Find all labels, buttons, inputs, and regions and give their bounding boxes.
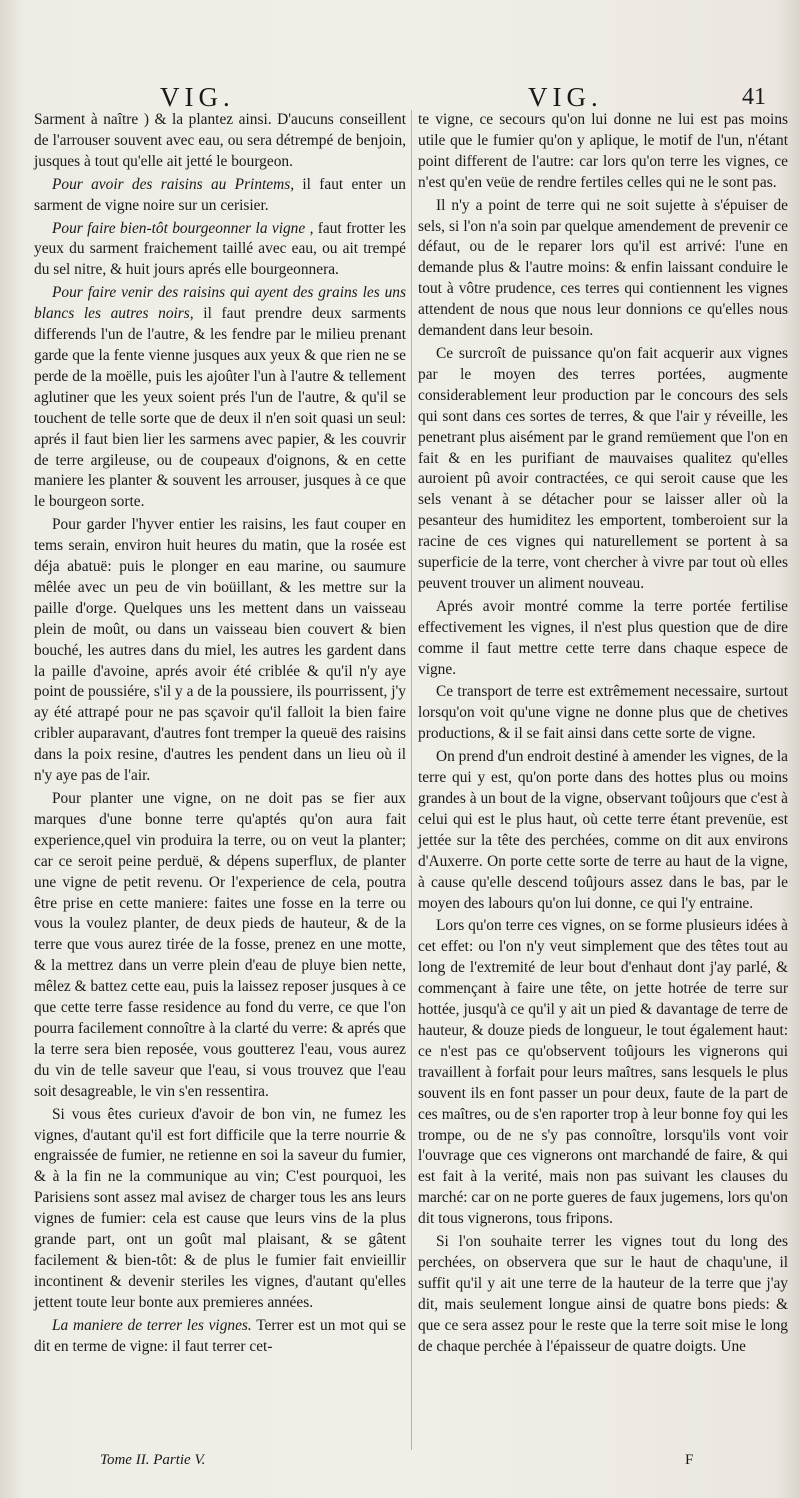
paragraph [418, 747, 788, 914]
running-head-right: VIG. [528, 82, 603, 112]
paragraph-text: Sarment à naître ) & la plantez ainsi. D'aucuns conseillent de l'arrouser souvent avec eau, ou sera détrempé de benjoin, jusques à tout qu'elle ait jetté le bourgeon. [34, 111, 406, 170]
paragraph-text: il faut enter un sarment de vigne noire sur un cerisier. [34, 175, 406, 214]
paragraph [34, 110, 406, 173]
paragraph-text: faut frotter les yeux du sarment fraichement taillé avec eau, ou ait trempé du sel nitre, & huit jours aprés elle bourgeonnera. [34, 219, 406, 279]
paragraph-text: Lors qu'on terre ces vignes, on se forme plusieurs idées à cet effet: ou l'on n'y veut simplement que des têtes tout au long de l'extremité de leur bout d'enhaut dont j'ay parlé, & commençant à faire une tête, on jette hotrée de terre sur hottée, jusqu'à ce qu'il y ait un pied & davantage de terre de hauteur, & douze pieds de longueur, le tout également haut: ce n'est pas ce qu'observent toûjours les vignerons qui travaillent à forfait pour leurs maîtres, sans lesquels le plus souvent ils en font passer un pour deux, faute de la part de ces maîtres, ou de s'en raporter trop à leur bonne foy qui les trompe, ou de ne s'y pas connoître, lorsqu'ils vont voir l'ouvrage que ces vignerons ont marchandé de faire, & qui est fait à la verité, mais non pas suivant les clauses du marché: car on ne porte gueres de faux jugemens, lors qu'on dit tous vignerons, tous fripons. [418, 917, 788, 1228]
paragraph [34, 789, 406, 1103]
paragraph-lead-italic: La maniere de terrer les vignes. [52, 1316, 252, 1334]
paragraph-text: On prend d'un endroit destiné à amender les vignes, de la terre qui y est, qu'on porte dans des hottes plus ou moins grandes à un bout de la vigne, observant toûjours que c'est à celui qui est le plus haut, où cette terre étant prevenüe, est jettée sur la tête des perchées, comme on dit aux environs d'Auxerre. On porte cette sorte de terre au haut de la vigne, à cause qu'elle descend toûjours assez dans le bas, par le moyen des labours qu'on lui donne, ce qui l'y entraine. [418, 748, 788, 912]
paragraph-text: Aprés avoir montré comme la terre portée fertilise effectivement les vignes, il n'est plus question que de dire comme il faut mettre cette terre dans chaque espece de vigne. [418, 597, 788, 678]
paragraph [418, 916, 788, 1230]
paragraph-text: Si l'on souhaite terrer les vignes tout du long des perchées, on observera que sur le haut de chaqu'une, il suffit qu'il y ait une terre de la hauteur de la terre que j'ay dit, mais seulement longue ainsi de quatre bons pieds: & que ce sera assez pour le reste que la terre soit mise le long de chaque perchée à l'épaisseur de quatre doigts. Une [418, 1233, 788, 1355]
paragraph-lead-italic: Pour faire venir des raisins qui ayent des grains les uns blancs les autres noirs, [34, 284, 406, 323]
paragraph [418, 196, 788, 342]
right-column [418, 110, 788, 1357]
paragraph [34, 219, 406, 282]
paragraph [34, 1105, 406, 1314]
paragraph-lead-italic: Pour faire bien-tôt bourgeonner la vigne , [52, 219, 314, 237]
paragraph-text: Pour garder l'hyver entier les raisins, les faut couper en tems serain, environ huit heures du matin, que la rosée est déja abatuë: puis le plonger en eau marine, ou saumure mêlée avec un peu de vin boüillant, & les mettre sur la paille d'orge. Quelques uns les mettent dans un vaisseau plein de moût, ou dans un vaisseau bien couvert & bien bouché, les autres dans du miel, les autres les gardent dans la paille d'avoine, aprés avoir été criblée & qu'il n'y aye point de poussiére, s'il y a de la poussiere, ils pourrissent, j'y ay été attrapé pour ne pas sçavoir qu'il falloit la bien faire cribler auparavant, d'autres font tremper la queuë des raisins dans la poix resine, d'autres les pendent dans un lieu où il n'y aye pas de l'air. [34, 516, 406, 785]
column-divider [411, 110, 412, 1450]
paragraph-text: Si vous êtes curieux d'avoir de bon vin, ne fumez les vignes, d'autant qu'il est fort difficile que la terre nourrie & engraissée de fumier, ne retienne en soi la saveur du fumier, & à la fin ne la communique au vin; C'est pourquoi, les Parisiens sont assez mal avisez de charger tous les ans leurs vignes de fumier: cela est cause que leurs vins de la plus grande part, ont un goût mal plaisant, & se gâtent facilement & bien-tôt: & de plus le fumier fait envieillir incontinent & devenir steriles les vignes, d'autant qu'elles jettent toute leur bonte aux premieres années. [34, 1105, 406, 1311]
paragraph-text: il faut prendre deux sarments differends l'un de l'autre, & les fendre par le milieu prenant garde que la fente vienne jusques aux yeux & que rien ne se perde de la moëlle, puis les ajoûter l'un à l'autre & tellement aglutiner que les yeux soient prés l'un de l'autre, & qu'il se touchent de telle sorte que de deux il n'en soit quasi un seul: aprés il faut bien lier les sarmens avec papier, & les couvrir de terre argileuse, ou de coupeaux d'oignons, & en cette maniere les planter & souvent les arrouser, jusques à ce que le bourgeon sorte. [34, 305, 406, 511]
paragraph-text: Il n'y a point de terre qui ne soit sujette à s'épuiser de sels, si l'on n'a soin par quelque amendement de prevenir ce défaut, ou de le reparer lors qu'il est arrivé: l'une en demande plus & l'autre moins: & enfin laissant conduire le tout à vôtre prudence, ces terres qui contiennent les vignes attendent de nous que nous leur donnions ce qu'elles nous demandent dans leur besoin. [418, 196, 788, 340]
signature-mark: Tome II. Partie V. [100, 1452, 206, 1468]
paragraph [418, 682, 788, 745]
paragraph [34, 175, 406, 217]
page-number: 41 [742, 84, 766, 110]
page-footer [0, 1452, 800, 1482]
paragraph-lead-italic: Pour avoir des raisins au Printems, [52, 175, 295, 193]
paragraph-text: Terrer est un mot qui se dit en terme de vigne: il faut terrer cet- [34, 1316, 406, 1355]
paragraph-text: Pour planter une vigne, on ne doit pas se fier aux marques d'une bonne terre qu'aptés qu'on aura fait experience,quel vin produira la terre, ou on veut la planter; car ce seroit peine perduë, & dépens superflux, de planter une vigne de petit revenu. Or l'experience de cela, poutra être prise en cette maniere: faites une fosse en la terre ou vous la voulez planter, de deux pieds de hauteur, & de la terre que vous aurez tirée de la fosse, prenez en une motte, & la mettrez dans un verre plein d'eau de pluye bien nette, mêlez & battez cette eau, puis la laissez reposer jusques à ce que cette terre fasse residence au fond du verre, ce que l'on pourra facilement connoître à la clarté du verre: & aprés que la terre sera bien reposée, vous goutterez l'eau, vous aurez du vin de telle saveur que l'eau, si vous trouvez que l'eau soit desagreable, le vin s'en ressentira. [34, 790, 406, 1100]
running-head-left: VIG. [160, 82, 235, 112]
paragraph [34, 283, 406, 513]
left-column [34, 110, 406, 1357]
paragraph [418, 1232, 788, 1357]
paragraph-text: Ce surcroît de puissance qu'on fait acquerir aux vignes par le moyen des terres portées, augmente considerablement leur production par le concours des sels qui sont dans ces sortes de terres, & que l'air y réveille, les penetrant plus aisément par le grand remüement que l'on en fait & en les purifiant de mauvaises qualitez qu'elles auroient pû avoir contractées, ce qui seroit cause que les sels venant à se détacher pour se laisser aller où la pesanteur des humiditez les emportent, tomberoient sur la racine de ces vignes qui naturellement se portent à sa superficie de la terre, vont chercher à vivre par tout où elles peuvent trouver un aliment nouveau. [418, 344, 788, 592]
paragraph [418, 110, 788, 194]
paragraph-text: te vigne, ce secours qu'on lui donne ne lui est pas moins utile que le fumier qu'on y aplique, le motif de l'un, n'étant point different de l'autre: car lors qu'on terre les vignes, ce n'est qu'en veüe de rendre fertiles celles qui ne le sont pas. [418, 111, 788, 191]
paragraph [418, 344, 788, 595]
running-header [0, 82, 800, 112]
paragraph-text: Ce transport de terre est extrêmement necessaire, surtout lorsqu'on voit qu'une vigne ne donne plus que de chetives productions, & il se fait ainsi dans cette sorte de vigne. [418, 683, 788, 743]
paragraph [418, 597, 788, 681]
paragraph [34, 515, 406, 787]
paragraph [34, 1316, 406, 1358]
gathering-letter: F [685, 1452, 694, 1468]
